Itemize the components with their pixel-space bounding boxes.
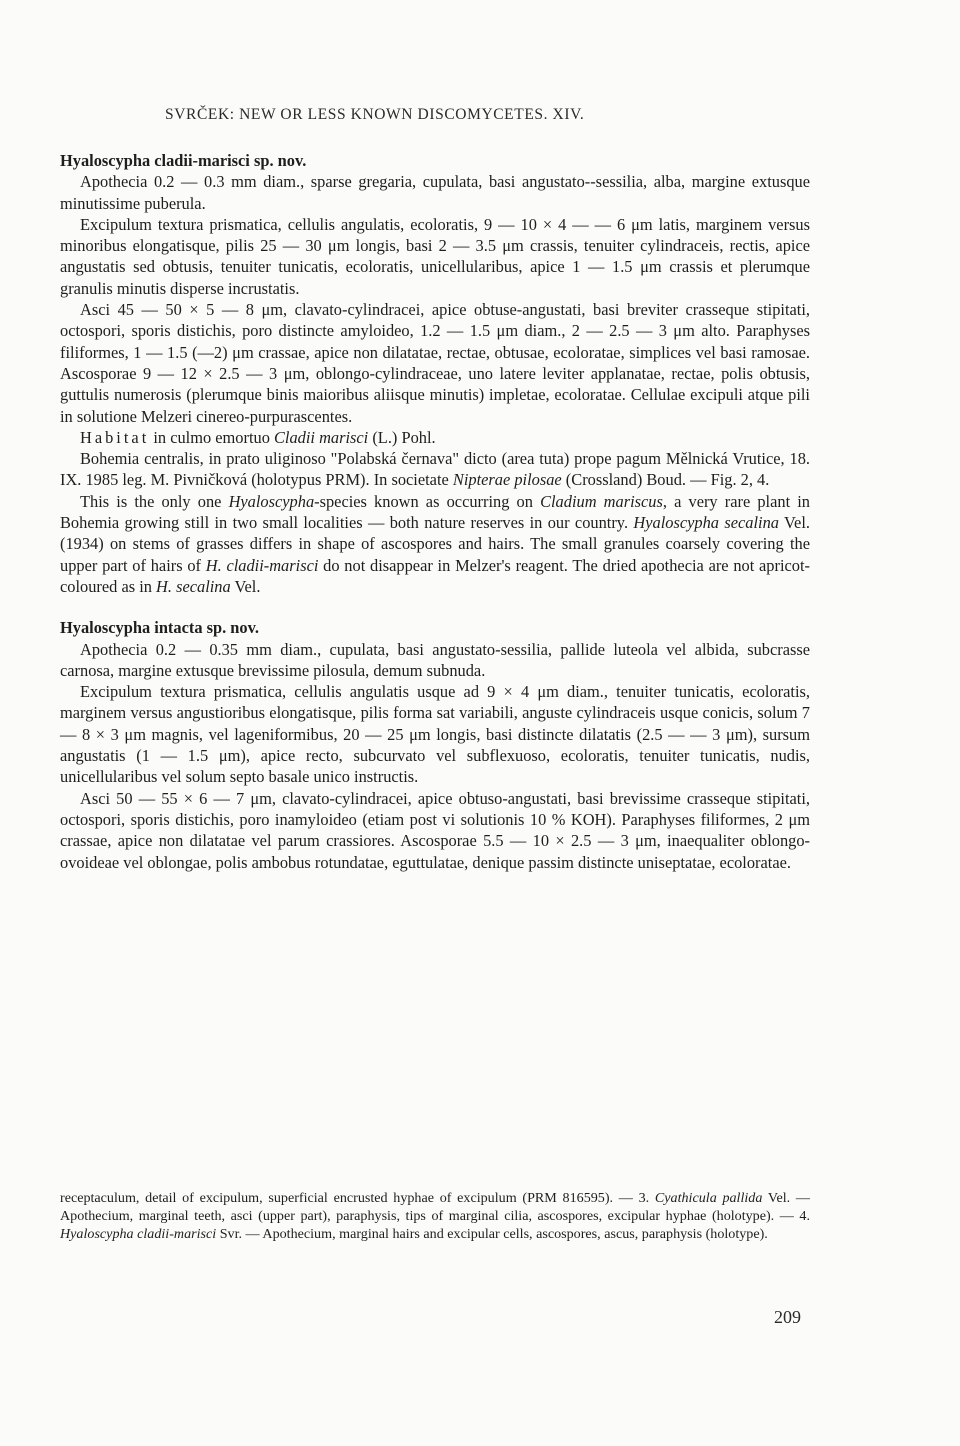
note-hc: H. cladii-marisci: [205, 555, 319, 575]
figure-caption: [60, 1190, 810, 1243]
locality-species: Nipterae pilosae: [452, 470, 562, 490]
habitat-author: (L.) Pohl.: [368, 427, 436, 447]
habitat-paragraph: [60, 427, 810, 448]
excipulum-paragraph: Excipulum textura prismatica, cellulis angulatis usque ad 9 × 4 μm diam., tenuiter tunicatis, ecoloratis, marginem versus angustioribus elongatisque, pilis forma sat variabili, anguste cylindraceis usque conicis, solum 7 — 8 × 3 μm magnis, vel lageniformibus, 20 — 25 μm longis, basi distincte dilatatis (2.5 — — 3 μm), sursum angustatis (1 — 1.5 μm), apice recto, subcurvato vel subflexuoso, ecoloratis, tenuiter tunicatis, nudis, unicellularibus vel solum septo basale unico instructis.: [60, 682, 810, 787]
habitat-text: in culmo emortuo: [149, 427, 274, 447]
species-heading: Hyaloscypha intacta sp. nov.: [60, 618, 260, 638]
caption-species: Hyaloscypha cladii-marisci: [60, 1225, 217, 1242]
habitat-label: Habitat: [80, 427, 150, 447]
running-head: SVRČEK: NEW OR LESS KNOWN DISCOMYCETES. XIV.: [165, 106, 585, 123]
note-text: This is the only one: [80, 491, 229, 511]
excipulum-paragraph: Excipulum textura prismatica, cellulis angulatis, ecoloratis, 9 — 10 × 4 — — 6 μm latis, marginem versus minoribus elongatisque, pilis 25 — 30 μm longis, basi 2 — 3.5 μm crassis, tenuiter cylindraceis, rectis, apice angustatis sed obtusis, tenuiter tunicatis, ecoloratis, unicellularibus, apice 1 — 1.5 μm crassis et plerumque granulis minutis disperse incrustatis.: [60, 214, 810, 298]
note-genus: Hyaloscypha: [228, 491, 315, 511]
note-text: Vel. (1934) on stems of grasses differs in shape of ascospores and hairs. The small granules coarsely covering the upper part of hairs of: [60, 513, 810, 575]
note-text: , a very rare plant in Bohemia growing still in two small localities — both nature reserves in our country.: [60, 491, 810, 533]
apothecia-paragraph: Apothecia 0.2 — 0.35 mm diam., cupulata, basi angustato-sessilia, pallide luteola vel albida, subcrasse carnosa, margine extusque brevissime pilosula, demum subnuda.: [60, 639, 810, 680]
note-paragraph: [60, 491, 810, 597]
note-text: do not disappear in Melzer's reagent. The dried apothecia are not apricot-coloured as in: [60, 555, 810, 596]
species-heading: Hyaloscypha cladii-marisci sp. nov.: [60, 151, 307, 170]
locality-paragraph: [60, 448, 810, 491]
note-secalina: Hyaloscypha secalina: [633, 513, 779, 533]
habitat-host: Cladii marisci: [273, 427, 369, 447]
caption-part: receptaculum, detail of excipulum, superficial encrusted hyphae of excipulum (PRM 816595). — 3.: [60, 1190, 655, 1206]
apothecia-paragraph: Apothecia 0.2 — 0.3 mm diam., sparse gregaria, cupulata, basi angustato--sessilia, alba, margine extusque minutissime puberula.: [60, 172, 810, 213]
note-text: -species known as occurring on: [314, 491, 541, 511]
caption-species: Cyathicula pallida: [654, 1190, 763, 1206]
asci-paragraph: Asci 50 — 55 × 6 — 7 μm, clavato-cylindracei, apice obtuso-angustati, basi brevissime crasseque stipitati, octospori, sporis distichis, poro inamyloideo (etiam post vi solutionis 10 % KOH). Paraphyses filiformes, 2 μm crassae, apice non dilatatae vel parum crassiores. Ascosporae 5.5 — 10 × 2.5 — 3 μm, inaequaliter oblongo-ovoideae vel oblongae, polis ambobus rotundatae, eguttulatae, denique passim distincte uniseptatae, ecoloratae.: [60, 788, 810, 872]
main-text: [60, 150, 810, 873]
note-hs: H. secalina: [156, 576, 231, 596]
caption-part: Vel. — Apothecium, marginal teeth, asci (upper part), paraphysis, tips of marginal cilia, ascospores, excipular hyphae (holotype). — 4.: [60, 1190, 810, 1224]
note-plant: Cladium mariscus: [540, 491, 663, 511]
caption-part: Svr. — Apothecium, marginal hairs and excipular cells, ascospores, ascus, paraphysis (holotype).: [216, 1225, 768, 1242]
caption-text: [60, 1190, 810, 1243]
asci-paragraph: Asci 45 — 50 × 5 — 8 μm, clavato-cylindracei, apice obtuse-angustati, basi breviter crasseque stipitati, octospori, sporis distichis, poro distincte amyloideo, 1.2 — 1.5 μm diam., 2 — 2.5 — 3 μm alto. Paraphyses filiformes, 1 — 1.5 (—2) μm crassae, apice non dilatatae, rectae, obtusae, ecoloratae, simplices vel basi ramosae. Ascosporae 9 — 12 × 2.5 — 3 μm, oblongo-cylindraceae, uno latere leviter applanatae, rectae, polis obtusis, guttulis numerosis (plerumque binis maioribus aliisque minutis) impletae, ecoloratae. Cellulae excipuli atque pili in solutione Melzeri cinereo-purpurascentes.: [60, 300, 810, 426]
note-text: Vel.: [230, 576, 261, 596]
locality-text: Bohemia centralis, in prato uliginoso "Polabská černava" dicto (area tuta) prope pagum Mělnická Vrutice, 18. IX. 1985 leg. M. Pivničková (holotypus PRM). In societate: [60, 449, 810, 490]
page-number: 209: [774, 1307, 801, 1327]
locality-end: (Crossland) Boud. — Fig. 2, 4.: [561, 470, 770, 490]
